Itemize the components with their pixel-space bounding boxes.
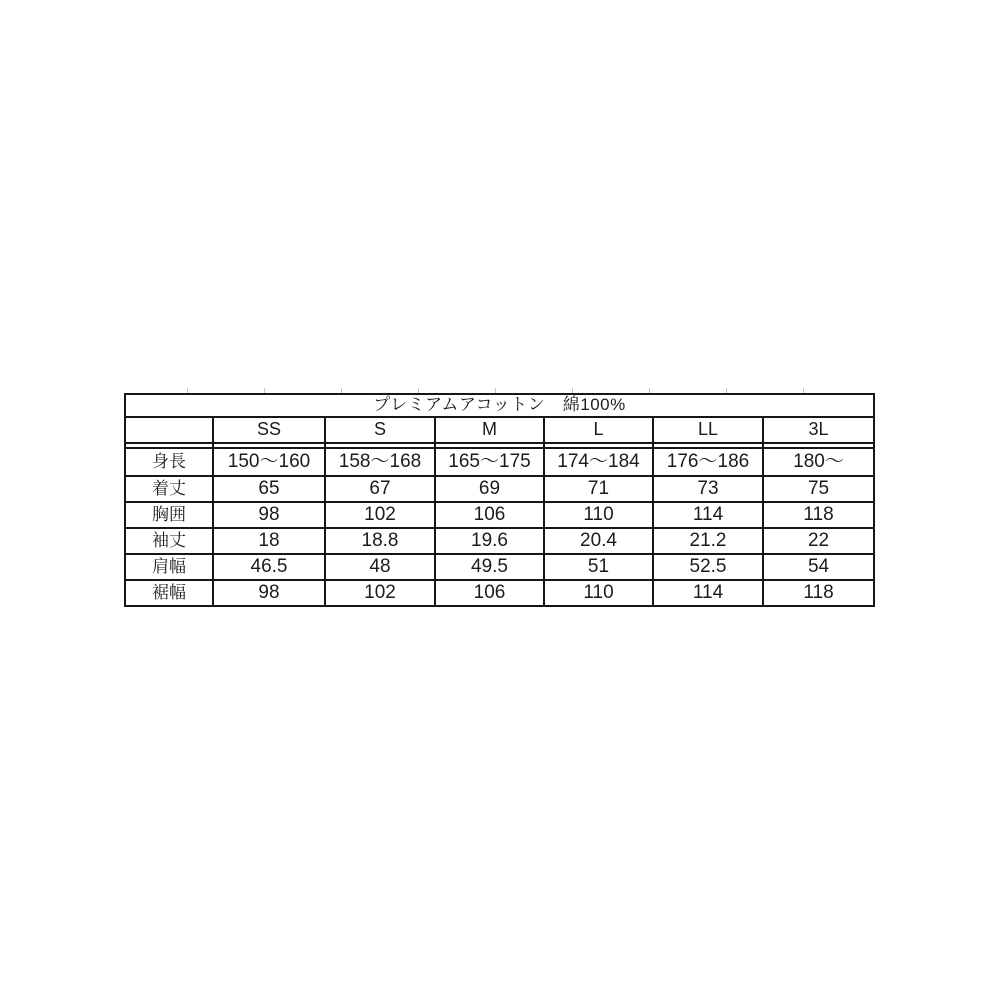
size-header-3l: 3L	[763, 417, 874, 443]
cell-chest-ss: 98	[213, 502, 325, 528]
cell-sleeve-s: 18.8	[325, 528, 435, 554]
cell-hem-ll: 114	[653, 580, 763, 606]
size-header-l: L	[544, 417, 653, 443]
cell-hem-ss: 98	[213, 580, 325, 606]
cell-sleeve-m: 19.6	[435, 528, 544, 554]
row-label-sleeve: 袖丈	[125, 528, 213, 554]
size-chart-table	[124, 393, 875, 607]
cell-chest-l: 110	[544, 502, 653, 528]
cell-chest-3l: 118	[763, 502, 874, 528]
gridline-tick	[649, 388, 650, 393]
cell-sleeve-3l: 22	[763, 528, 874, 554]
gridline-tick	[572, 388, 573, 393]
cell-sleeve-ll: 21.2	[653, 528, 763, 554]
cell-hem-m: 106	[435, 580, 544, 606]
gridline-tick	[726, 388, 727, 393]
table-row-chest	[125, 502, 874, 528]
cell-hem-3l: 118	[763, 580, 874, 606]
size-chart-image	[124, 393, 873, 607]
table-row-sleeve	[125, 528, 874, 554]
cell-height-l: 174〜184	[544, 448, 653, 476]
cell-shoulder-ll: 52.5	[653, 554, 763, 580]
cell-height-3l: 180〜	[763, 448, 874, 476]
size-header-m: M	[435, 417, 544, 443]
row-label-chest: 胸囲	[125, 502, 213, 528]
cell-body-length-l: 71	[544, 476, 653, 502]
cell-shoulder-l: 51	[544, 554, 653, 580]
cell-body-length-s: 67	[325, 476, 435, 502]
cell-shoulder-ss: 46.5	[213, 554, 325, 580]
table-row-shoulder	[125, 554, 874, 580]
gridline-tick	[418, 388, 419, 393]
cell-shoulder-m: 49.5	[435, 554, 544, 580]
cell-hem-l: 110	[544, 580, 653, 606]
cell-body-length-m: 69	[435, 476, 544, 502]
size-header-s: S	[325, 417, 435, 443]
table-row-hem	[125, 580, 874, 606]
gridline-tick	[341, 388, 342, 393]
cell-height-s: 158〜168	[325, 448, 435, 476]
cell-sleeve-ss: 18	[213, 528, 325, 554]
cell-height-m: 165〜175	[435, 448, 544, 476]
gridline-tick	[264, 388, 265, 393]
row-label-shoulder: 肩幅	[125, 554, 213, 580]
cell-height-ss: 150〜160	[213, 448, 325, 476]
table-row-height	[125, 448, 874, 476]
table-title: プレミアムアコットン 綿100%	[125, 394, 874, 417]
cell-body-length-ss: 65	[213, 476, 325, 502]
cell-shoulder-s: 48	[325, 554, 435, 580]
cell-chest-ll: 114	[653, 502, 763, 528]
size-header-ss: SS	[213, 417, 325, 443]
table-row-body-length	[125, 476, 874, 502]
row-label-hem: 裾幅	[125, 580, 213, 606]
cell-chest-s: 102	[325, 502, 435, 528]
cell-height-ll: 176〜186	[653, 448, 763, 476]
row-label-body-length: 着丈	[125, 476, 213, 502]
gridline-tick	[803, 388, 804, 393]
row-label-height: 身長	[125, 448, 213, 476]
cell-hem-s: 102	[325, 580, 435, 606]
size-header-ll: LL	[653, 417, 763, 443]
gridline-tick	[495, 388, 496, 393]
gridline-tick	[187, 388, 188, 393]
cell-body-length-ll: 73	[653, 476, 763, 502]
corner-cell	[125, 417, 213, 443]
cell-shoulder-3l: 54	[763, 554, 874, 580]
cell-body-length-3l: 75	[763, 476, 874, 502]
cell-sleeve-l: 20.4	[544, 528, 653, 554]
cell-chest-m: 106	[435, 502, 544, 528]
